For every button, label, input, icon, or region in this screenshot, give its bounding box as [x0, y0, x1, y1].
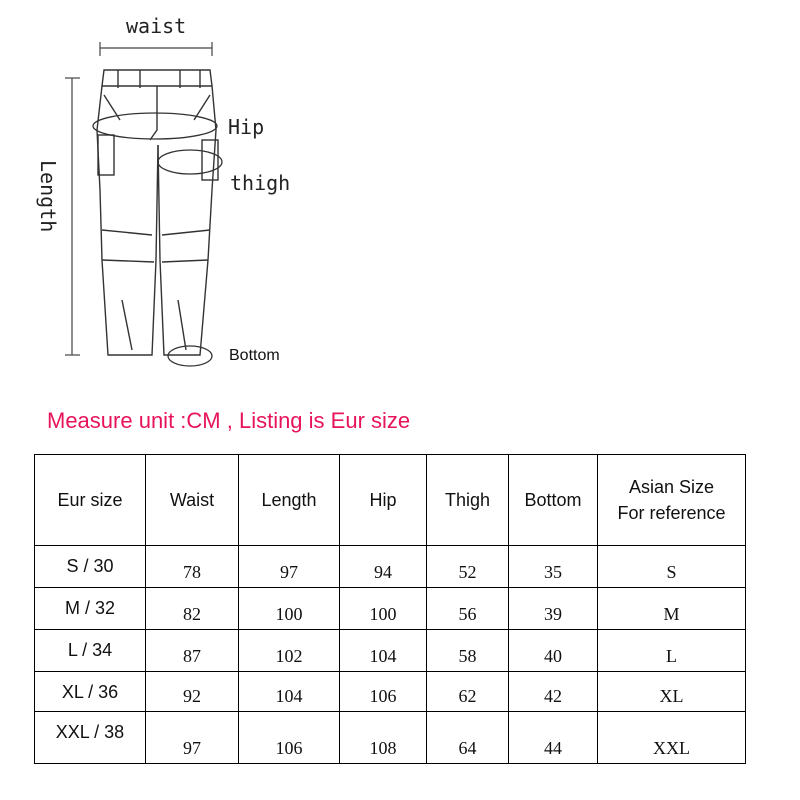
cell-asian: S — [666, 562, 677, 582]
waist-label: waist — [126, 14, 187, 38]
header-asian-line1: Asian Size — [628, 477, 715, 497]
cell-asian: M — [663, 604, 680, 624]
cell-waist: 78 — [183, 562, 201, 582]
cell-eur-size: M / 32 — [64, 598, 116, 618]
table-row — [35, 630, 746, 672]
cell-waist: 97 — [183, 738, 201, 758]
cell-length: 102 — [275, 646, 303, 666]
measure-unit-note: Measure unit :CM , Listing is Eur size — [47, 408, 411, 433]
cell-thigh: 58 — [458, 646, 477, 666]
cell-length: 104 — [275, 686, 303, 706]
cell-bottom: 40 — [544, 646, 562, 666]
cell-hip: 100 — [369, 604, 397, 624]
length-label: Length — [36, 160, 60, 233]
cell-thigh: 64 — [458, 738, 477, 758]
cell-eur-size: L / 34 — [67, 640, 113, 660]
header-length: Length — [239, 455, 340, 546]
cell-waist: 87 — [183, 646, 201, 666]
cell-bottom: 42 — [544, 686, 562, 706]
cell-eur-size: S / 30 — [66, 556, 114, 576]
size-table — [34, 454, 746, 764]
table-row — [35, 712, 746, 764]
cell-length: 106 — [275, 738, 303, 758]
cell-bottom: 39 — [544, 604, 562, 624]
cell-bottom: 35 — [544, 562, 562, 582]
table-row — [35, 588, 746, 630]
thigh-ellipse — [158, 150, 222, 174]
cell-asian: XL — [659, 686, 684, 706]
header-hip: Hip — [340, 455, 427, 546]
cell-asian: L — [666, 646, 677, 666]
length-measure-line — [65, 78, 80, 355]
cell-eur-size: XL / 36 — [61, 682, 119, 702]
cell-hip: 108 — [369, 738, 397, 758]
cell-hip: 106 — [369, 686, 397, 706]
header-bottom: Bottom — [509, 455, 598, 546]
cell-asian: XXL — [653, 738, 690, 758]
header-thigh: Thigh — [427, 455, 509, 546]
waist-measure-line — [100, 42, 212, 56]
cell-hip: 94 — [374, 562, 392, 582]
thigh-label: thigh — [230, 171, 291, 195]
header-waist: Waist — [146, 455, 239, 546]
table-header-row — [35, 455, 746, 546]
cell-thigh: 52 — [458, 562, 477, 582]
cell-length: 97 — [280, 562, 298, 582]
bottom-ellipse — [168, 346, 212, 366]
cell-waist: 92 — [183, 686, 201, 706]
table-row — [35, 672, 746, 712]
header-asian-line2: For reference — [617, 503, 726, 523]
header-asian-size — [598, 455, 746, 546]
hip-label: Hip — [228, 115, 265, 139]
cell-waist: 82 — [183, 604, 201, 624]
cell-hip: 104 — [369, 646, 397, 666]
cell-thigh: 62 — [458, 686, 477, 706]
header-eur-size: Eur size — [35, 455, 146, 546]
table-row — [35, 546, 746, 588]
cell-bottom: 44 — [544, 738, 562, 758]
cell-eur-size: XXL / 38 — [55, 722, 125, 742]
cell-thigh: 56 — [458, 604, 477, 624]
hip-ellipse — [93, 113, 217, 139]
bottom-label: Bottom — [229, 347, 280, 364]
cell-length: 100 — [275, 604, 303, 624]
